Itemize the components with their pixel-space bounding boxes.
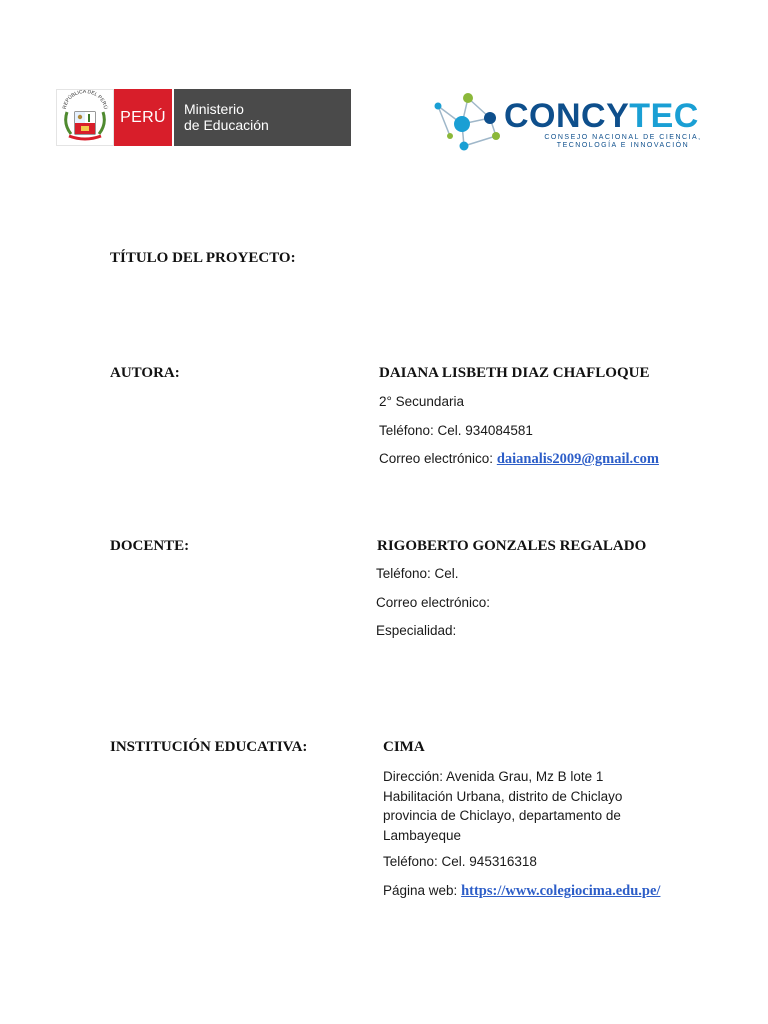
author-label: AUTORA:	[110, 365, 180, 381]
institution-name: CIMA	[383, 739, 425, 755]
address-line-1: Dirección: Avenida Grau, Mz B lote 1	[383, 769, 604, 784]
seal-text: REPÚBLICA DEL PERÚ	[61, 90, 109, 110]
institution-address	[383, 767, 622, 845]
institution-web-line	[383, 883, 660, 900]
teacher-label: DOCENTE:	[110, 538, 190, 554]
institution-label: INSTITUCIÓN EDUCATIVA:	[110, 739, 308, 755]
teacher-phone: Teléfono: Cel.	[376, 566, 459, 581]
teacher-name: RIGOBERTO GONZALES REGALADO	[377, 538, 647, 554]
ministry-line-2: de Educación	[184, 117, 269, 133]
teacher-email-label: Correo electrónico:	[376, 595, 491, 610]
author-email-link[interactable]: daianalis2009@gmail.com	[496, 451, 659, 467]
molecule-network-icon	[428, 88, 508, 154]
author-name: DAIANA LISBETH DIAZ CHAFLOQUE	[379, 365, 650, 381]
ministry-line-1: Ministerio	[184, 101, 244, 117]
address-line-2: Habilitación Urbana, distrito de Chiclayo	[383, 788, 623, 804]
institution-web-link[interactable]: https://www.colegiocima.edu.pe/	[461, 883, 661, 899]
address-line-3: provincia de Chiclayo, departamento de	[383, 808, 621, 823]
svg-text:REPÚBLICA DEL PERÚ	[62, 90, 109, 110]
institution-web-label: Página web:	[383, 883, 462, 898]
institution-phone: Teléfono: Cel. 945316318	[383, 854, 537, 869]
author-email-label: Correo electrónico:	[379, 451, 497, 466]
author-email-line	[379, 451, 659, 468]
concytec-wordmark: CONCYTEC	[504, 97, 699, 135]
peru-coat-of-arms-icon	[56, 89, 114, 146]
address-line-4: Lambayeque	[383, 827, 462, 843]
teacher-specialty-label: Especialidad:	[376, 623, 457, 638]
minedu-logo	[56, 89, 351, 146]
author-grade: 2° Secundaria	[379, 394, 464, 409]
concytec-tagline: CONSEJO NACIONAL DE CIENCIA, TECNOLOGÍA E INNOVACIÓN	[544, 134, 702, 149]
project-title-label: TÍTULO DEL PROYECTO:	[110, 250, 296, 266]
concytec-logo	[428, 88, 718, 154]
author-phone: Teléfono: Cel. 934084581	[379, 423, 533, 438]
ministry-name	[172, 89, 351, 146]
peru-label: PERÚ	[114, 89, 172, 146]
